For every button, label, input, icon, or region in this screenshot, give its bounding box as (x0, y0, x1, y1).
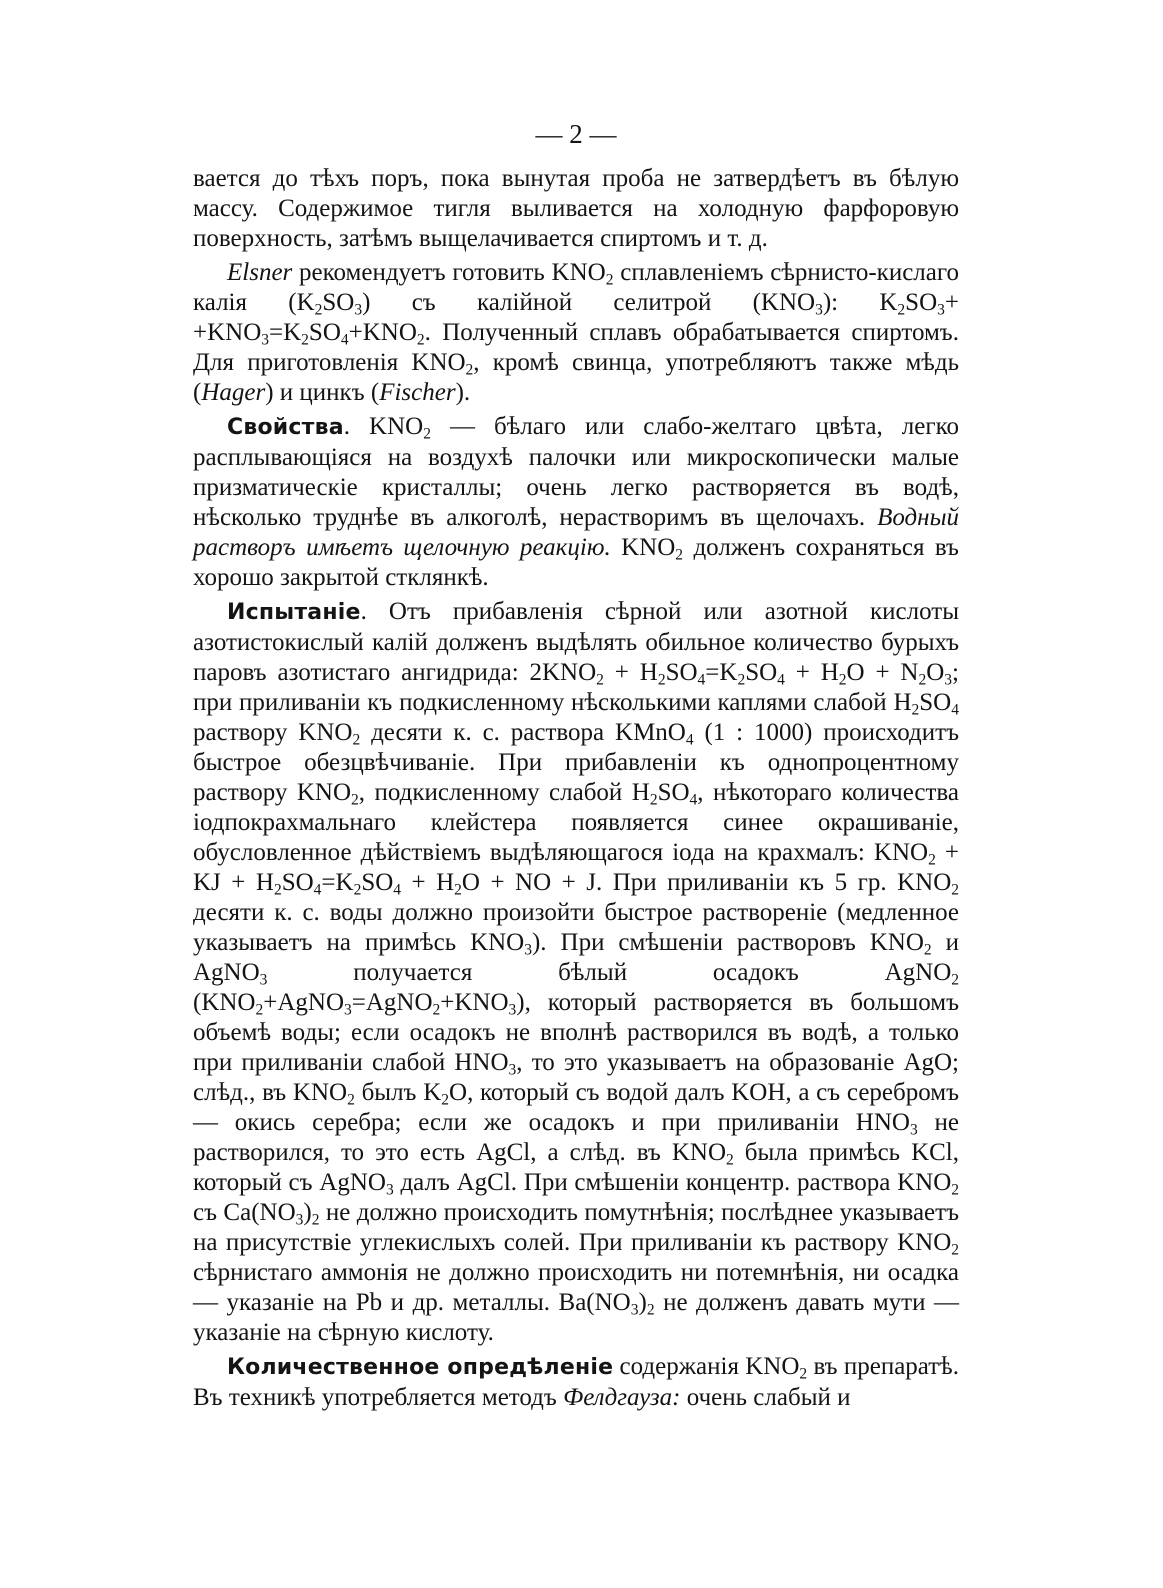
author-name-fischer: Fischer (379, 379, 456, 406)
section-heading-quantitative: Количественное опредѣленіе (227, 1355, 614, 1380)
method-name-feldgauz: Фелдгауза: (563, 1384, 681, 1411)
page-number: — 2 — (535, 119, 617, 149)
paragraph-continuation: вается до тѣхъ поръ, пока вынутая проба не затвердѣетъ въ бѣлую массу. Содержимое тигля выливается на холодную фарфоровую поверхность, затѣмъ выщелачивается спиртомъ и т. д. (193, 165, 959, 252)
author-name-hager: Hager (201, 379, 266, 406)
alkaline-reaction-note: Водный растворъ имѣетъ щелочную реакцію. (193, 504, 959, 561)
section-heading-properties: Свойства (227, 415, 344, 440)
paragraph-quantitative-determination: Количественное опредѣленіе содержанія $KNO_2$ въ препаратѣ. Въ техникѣ употребляется методъ Фелдгауза: очень слабый и (193, 1353, 959, 1411)
section-heading-testing: Испытаніе (227, 600, 361, 625)
paragraph-elsner-method: Elsner рекомендуетъ готовить $KNO_2$ сплавленіемъ сѣрнисто-кислаго калія $(K_2SO_3)$ съ калійной селитрой $(KNO_3)$: $K_2SO_3+ +KNO_3=K_2SO_4+KNO_2$. Полученный сплавъ обрабатывается спиртомъ. Для приготовленія $KNO_2$, кромѣ свинца, употребляютъ также мѣдь (Hager) и цинкъ (Fischer). (193, 259, 960, 406)
paragraph-properties: Свойства. $KNO_2$ — бѣлаго или слабо-желтаго цвѣта, легко расплывающіяся на воздухѣ палочки или микроскопически малые призматическіе кристаллы; очень легко растворяется въ водѣ, нѣсколько труднѣе въ алкоголѣ, нерастворимъ въ щелочахъ. Водный растворъ имѣетъ щелочную реакцію. $KNO_2$ долженъ сохраняться въ хорошо закрытой стклянкѣ. (193, 413, 959, 591)
paragraph-testing: Испытаніе. Отъ прибавленія сѣрной или азотной кислоты азотистокислый калій долженъ выдѣлять обильное количество бурыхъ паровъ азотистаго ангидрида: $2KNO_2 + H_2SO_4=K_2SO_4 + H_2O + N_2O_3$; при приливаніи къ подкисленному нѣсколькими каплями слабой $H_2SO_4$ раствору $KNO_2$ десяти к. с. раствора KMnO$_4$ (1 : 1000) происходитъ быстрое обезцвѣчиваніе. При прибавленіи къ однопроцентному раствору $KNO_2$, подкисленному слабой $H_2SO_4$, нѣкотораго количества іодпокрахмальнаго клейстера появляется синее окрашиваніе, обусловленное дѣйствіемъ выдѣляющагося іода на крахмалъ: $KNO_2$ + KJ + $H_2SO_4=K_2SO_4 + H_2O$ + NO + J. При приливаніи къ 5 гр. $KNO_2$ десяти к. с. воды должно произойти быстрое раствореніе (медленное указываетъ на примѣсь $KNO_3$). При смѣшеніи растворовъ $KNO_2$ и AgNO$_3$ получается бѣлый осадокъ AgNO$_2$ $(KNO_2+AgNO_3=AgNO_2+KNO_3)$, который растворяется въ большомъ объемѣ воды; если осадокъ не вполнѣ растворился въ водѣ, а только при приливаніи слабой $HNO_3$, то это указываетъ на образованіе AgO; слѣд., въ $KNO_2$ былъ $K_2O$, который съ водой далъ KOH, а съ серебромъ — окись серебра; если же осадокъ и при приливаніи $HNO_3$ не растворился, то это есть AgCl, а слѣд. въ $KNO_2$ была примѣсь KCl, который съ AgNO$_3$ далъ AgCl. При смѣшеніи концентр. раствора $KNO_2$ съ $Ca(NO_3)_2$ не должно происходить помутнѣнія; послѣднее указываетъ на присутствіе углекислыхъ солей. При приливаніи къ раствору $KNO_2$ сѣрнистаго аммонія не должно происходить ни потемнѣнія, ни осадка — указаніе на Pb и др. металлы. $Ba(NO_3)_2$ не долженъ давать мути — указаніе на сѣрную кислоту. (193, 598, 960, 1346)
author-name-elsner: Elsner (227, 259, 293, 286)
page (193, 112, 959, 1417)
